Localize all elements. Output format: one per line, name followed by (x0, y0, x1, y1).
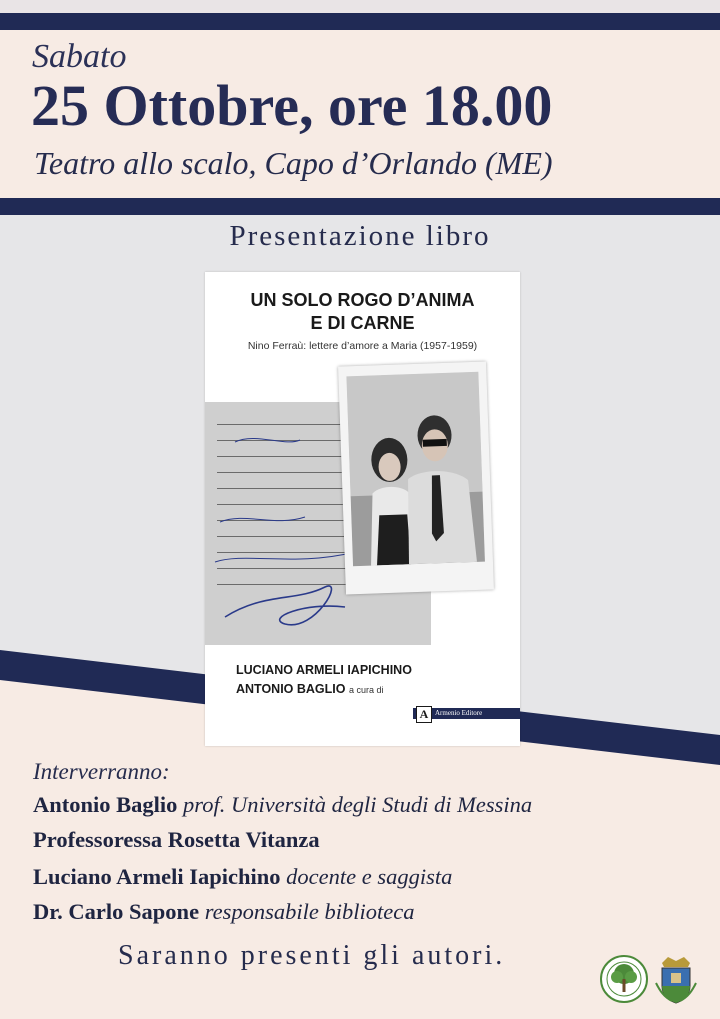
header-bottom-navy-bar (0, 198, 720, 215)
municipal-crest-icon (654, 953, 698, 1005)
book-title-line2: E DI CARNE (310, 313, 415, 333)
book-cover (205, 272, 520, 746)
couple-photo (338, 361, 494, 594)
event-type: Presentazione libro (229, 220, 491, 252)
speakers-heading: Interverranno: (33, 759, 170, 784)
speaker-name: Dr. Carlo Sapone (33, 899, 200, 924)
speaker-role: prof. Università degli Studi di Messina (183, 792, 533, 817)
speaker-3 (33, 864, 452, 890)
publisher-name: Armenio Editore (435, 709, 483, 717)
speaker-name: Professoressa Rosetta Vitanza (33, 827, 320, 852)
couple-silhouette-icon (346, 372, 485, 566)
speaker-role: responsabile biblioteca (204, 899, 415, 924)
book-title (205, 289, 520, 335)
top-navy-bar (0, 13, 720, 30)
book-author-2-name: ANTONIO BAGLIO (236, 682, 346, 696)
library-tree-logo-icon (600, 955, 648, 1003)
book-editor-note: a cura di (348, 685, 384, 695)
top-strip (0, 0, 720, 13)
speaker-name: Luciano Armeli Iapichino (33, 864, 281, 889)
speaker-1 (33, 792, 532, 818)
publisher-logo: A (416, 706, 432, 723)
book-subtitle: Nino Ferraù: lettere d’amore a Maria (1957-1959) (247, 340, 478, 352)
speaker-name: Antonio Baglio (33, 792, 178, 817)
book-author-2 (236, 682, 384, 696)
book-title-line1: UN SOLO ROGO D’ANIMA (250, 290, 475, 310)
speaker-4 (33, 899, 414, 925)
event-venue: Teatro allo scalo, Capo d’Orlando (ME) (34, 145, 553, 181)
event-day: Sabato (32, 38, 127, 75)
speaker-role: docente e saggista (286, 864, 453, 889)
event-date-time: 25 Ottobre, ore 18.00 (31, 73, 553, 138)
speaker-2 (33, 827, 320, 853)
closing-note: Saranno presenti gli autori. (118, 940, 506, 971)
book-author-1: LUCIANO ARMELI IAPICHINO (236, 663, 412, 677)
